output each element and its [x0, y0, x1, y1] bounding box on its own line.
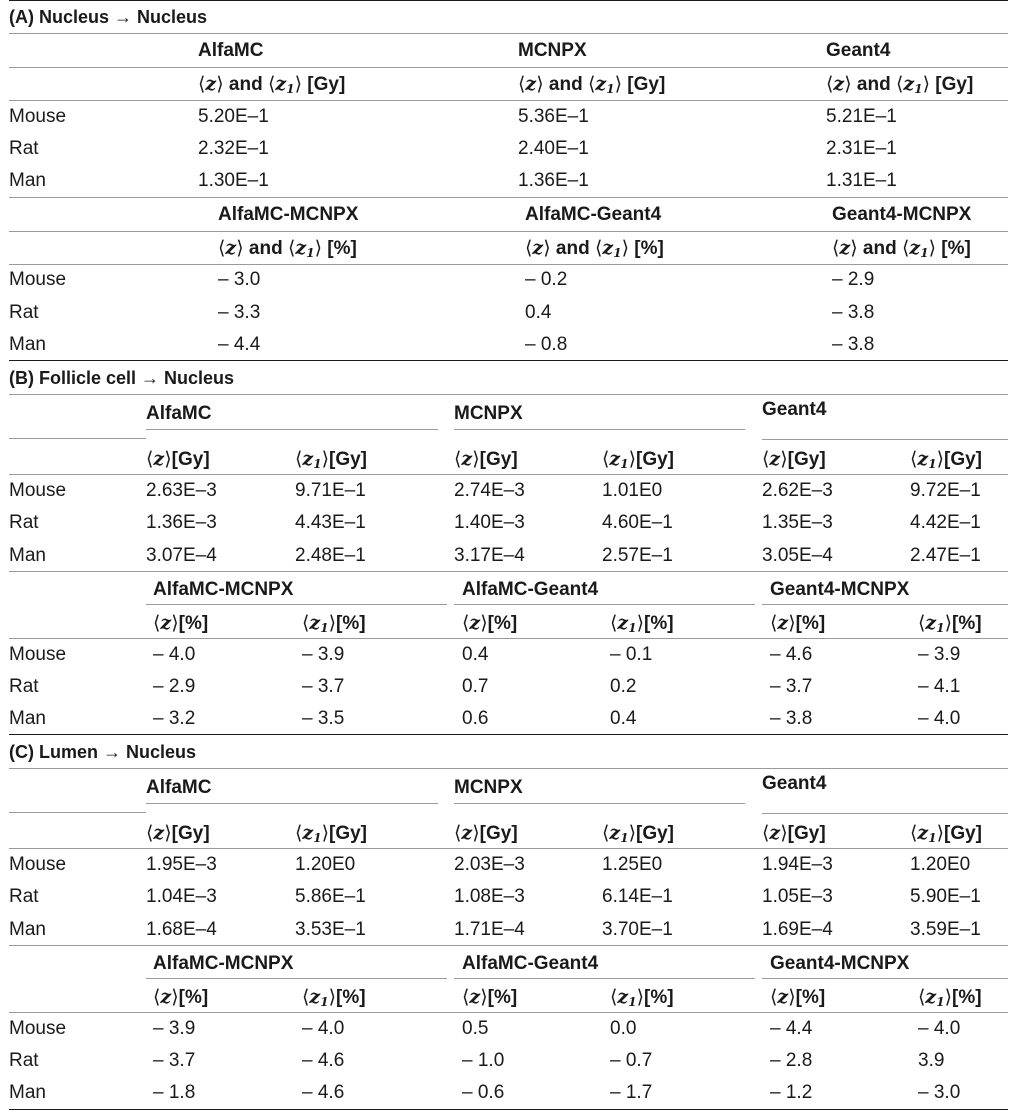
- table-cell: – 4.0: [153, 644, 196, 665]
- unit-label: [%]: [178, 613, 209, 634]
- unit-label: [Gy]: [944, 449, 982, 470]
- diff-quantity-header: ⟨z⟩[%]: [153, 612, 209, 634]
- quantity-header: $⟨z_1⟩[Gy]$: [295, 448, 367, 471]
- table-cell: – 0.7: [610, 1050, 653, 1071]
- table-cell: – 4.6: [302, 1050, 345, 1071]
- table-cell: 0.5: [462, 1018, 489, 1039]
- quantity-header: ⟨z⟩[Gy]: [454, 822, 518, 844]
- diff-group-header: AlfaMC-Geant4: [462, 579, 599, 600]
- section-title: (C) Lumen → Nucleus: [9, 742, 197, 762]
- table-cell: 1.95E–3: [146, 854, 217, 875]
- unit-label: [Gy]: [627, 74, 666, 95]
- table-cell: – 4.0: [302, 1018, 345, 1039]
- diff-group-rule: [454, 978, 755, 979]
- unit-label: [%]: [952, 987, 982, 1008]
- table-cell: 2.03E–3: [454, 854, 525, 875]
- row-label: Mouse: [9, 106, 67, 127]
- table-cell: 0.4: [525, 302, 552, 323]
- table-cell: 0.2: [610, 676, 637, 697]
- section-rule: [9, 734, 1008, 735]
- table-cell: – 3.8: [770, 708, 813, 729]
- table-cell: – 0.6: [462, 1082, 505, 1103]
- table-cell: 2.31E–1: [826, 138, 897, 159]
- unit-label: [%]: [634, 238, 664, 259]
- diff-header-rule: [9, 231, 1008, 232]
- diff-quantity-header: $⟨z_1⟩[\%]$: [610, 612, 674, 635]
- rule-line: [9, 945, 1008, 946]
- code-group-rule: [762, 439, 1008, 440]
- diff-quantity-header: ⟨z⟩ and $⟨z_1⟩$ [%]: [218, 237, 357, 260]
- quantity-header: ⟨z⟩[Gy]: [762, 448, 826, 470]
- table-cell: 0.4: [610, 708, 637, 729]
- code-header: AlfaMC: [198, 40, 264, 61]
- quantity-header: ⟨z⟩ and $⟨z_1⟩$ [Gy]: [826, 73, 974, 96]
- table-cell: – 3.9: [153, 1018, 196, 1039]
- table-cell: 1.40E–3: [454, 512, 525, 533]
- table-cell: – 1.7: [610, 1082, 653, 1103]
- table-cell: – 4.4: [218, 334, 261, 355]
- table-cell: 9.72E–1: [910, 480, 981, 501]
- table-cell: – 4.4: [770, 1018, 813, 1039]
- quantity-header: $⟨z_1⟩[Gy]$: [910, 822, 982, 845]
- code-group-rule: [146, 429, 438, 430]
- table-cell: – 0.1: [610, 644, 653, 665]
- unit-label: [%]: [795, 613, 826, 634]
- code-header: MCNPX: [454, 403, 523, 424]
- table-cell: – 3.5: [302, 708, 345, 729]
- table-cell: – 0.8: [525, 334, 568, 355]
- code-group-rule: [762, 813, 1008, 814]
- table-cell: 4.42E–1: [910, 512, 981, 533]
- table-cell: 5.21E–1: [826, 106, 897, 127]
- table-cell: 1.31E–1: [826, 170, 897, 191]
- table-cell: 2.57E–1: [602, 545, 673, 566]
- table-cell: – 4.6: [302, 1082, 345, 1103]
- table-cell: 5.20E–1: [198, 106, 269, 127]
- diff-quantity-header: ⟨z⟩[%]: [770, 986, 826, 1008]
- diff-quantity-header: ⟨z⟩[%]: [462, 612, 518, 634]
- row-label: Rat: [9, 886, 39, 907]
- stub-rule: [9, 438, 146, 439]
- row-label: Man: [9, 334, 46, 355]
- unit-label: [Gy]: [171, 823, 210, 844]
- unit-label: [Gy]: [935, 74, 974, 95]
- unit-label: [Gy]: [636, 449, 674, 470]
- unit-label: [Gy]: [787, 823, 826, 844]
- rule-line: [9, 1012, 1008, 1013]
- code-header: Geant4: [762, 773, 827, 794]
- unit-label: [Gy]: [329, 823, 367, 844]
- table-cell: 1.71E–4: [454, 919, 525, 940]
- table-cell: – 3.9: [302, 644, 345, 665]
- row-label: Mouse: [9, 269, 67, 290]
- unit-label: [%]: [644, 613, 674, 634]
- quantity-header-rule: [9, 848, 1008, 849]
- table-cell: – 2.8: [770, 1050, 813, 1071]
- unit-label: [%]: [336, 613, 366, 634]
- rule-line: [9, 571, 1008, 572]
- diff-group-rule: [146, 604, 447, 605]
- table-cell: – 1.8: [153, 1082, 196, 1103]
- diff-quantity-header: ⟨z⟩[%]: [770, 612, 826, 634]
- table-cell: 1.04E–3: [146, 886, 217, 907]
- table-cell: – 4.0: [918, 1018, 961, 1039]
- code-header: Geant4: [826, 40, 891, 61]
- table-cell: – 3.8: [832, 334, 875, 355]
- table-cell: – 3.3: [218, 302, 261, 323]
- rule-line: [9, 638, 1008, 639]
- diff-quantity-header: $⟨z_1⟩[\%]$: [918, 986, 982, 1009]
- table-cell: 1.36E–1: [518, 170, 589, 191]
- table-cell: 2.62E–3: [762, 480, 833, 501]
- unit-label: [Gy]: [479, 823, 518, 844]
- section-rule: [9, 360, 1008, 361]
- table-cell: 1.01E0: [602, 480, 663, 501]
- table-cell: 1.69E–4: [762, 919, 833, 940]
- unit-label: [Gy]: [479, 449, 518, 470]
- code-group-rule: [146, 803, 438, 804]
- unit-label: [%]: [336, 987, 366, 1008]
- table-cell: – 3.8: [832, 302, 875, 323]
- rule-line: [9, 264, 1008, 265]
- row-label: Rat: [9, 138, 39, 159]
- table-cell: – 2.9: [153, 676, 196, 697]
- row-label: Man: [9, 545, 46, 566]
- table-cell: – 0.2: [525, 269, 568, 290]
- table-cell: 0.4: [462, 644, 489, 665]
- unit-label: [%]: [327, 238, 357, 259]
- table-cell: – 3.7: [770, 676, 813, 697]
- table-cell: 3.07E–4: [146, 545, 217, 566]
- code-header: AlfaMC: [146, 777, 212, 798]
- row-label: Mouse: [9, 854, 67, 875]
- unit-label: [Gy]: [787, 449, 826, 470]
- table-cell: 1.30E–1: [198, 170, 269, 191]
- unit-label: [%]: [487, 613, 518, 634]
- table-cell: 1.20E0: [910, 854, 971, 875]
- table-cell: 2.47E–1: [910, 545, 981, 566]
- code-header: MCNPX: [454, 777, 523, 798]
- table-cell: 0.6: [462, 708, 489, 729]
- quantity-header: ⟨z⟩[Gy]: [454, 448, 518, 470]
- table-cell: 2.48E–1: [295, 545, 366, 566]
- diff-quantity-header: $⟨z_1⟩[\%]$: [610, 986, 674, 1009]
- table-cell: 1.25E0: [602, 854, 663, 875]
- table-cell: 1.68E–4: [146, 919, 217, 940]
- table-cell: – 3.7: [153, 1050, 196, 1071]
- table-cell: 3.53E–1: [295, 919, 366, 940]
- table-cell: – 1.2: [770, 1082, 813, 1103]
- table-cell: 5.36E–1: [518, 106, 589, 127]
- row-label: Man: [9, 708, 46, 729]
- table-cell: 1.08E–3: [454, 886, 525, 907]
- table-cell: 1.05E–3: [762, 886, 833, 907]
- table-cell: 2.74E–3: [454, 480, 525, 501]
- unit-label: [%]: [795, 987, 826, 1008]
- row-label: Man: [9, 1082, 46, 1103]
- quantity-header: ⟨z⟩ and $⟨z_1⟩$ [Gy]: [518, 73, 666, 96]
- section-title-rule: [9, 394, 1008, 395]
- code-header: AlfaMC: [146, 403, 212, 424]
- table-cell: 6.14E–1: [602, 886, 673, 907]
- table-cell: – 3.2: [153, 708, 196, 729]
- bottom-rule: [9, 1109, 1008, 1110]
- rule-line: [9, 197, 1008, 198]
- table-cell: 3.70E–1: [602, 919, 673, 940]
- quantity-header: ⟨z⟩ and $⟨z_1⟩$ [Gy]: [198, 73, 346, 96]
- unit-label: [Gy]: [944, 823, 982, 844]
- quantity-header-rule: [9, 474, 1008, 475]
- diff-group-header: AlfaMC-Geant4: [525, 204, 662, 225]
- diff-group-header: AlfaMC-Geant4: [462, 953, 599, 974]
- unit-label: [%]: [644, 987, 674, 1008]
- table-cell: 0.7: [462, 676, 489, 697]
- unit-label: [Gy]: [171, 449, 210, 470]
- diff-group-header: Geant4-MCNPX: [770, 953, 910, 974]
- diff-quantity-header: ⟨z⟩[%]: [462, 986, 518, 1008]
- row-label: Mouse: [9, 480, 67, 501]
- quantity-header-rule: [9, 100, 1008, 101]
- table-cell: 3.17E–4: [454, 545, 525, 566]
- section-title: (A) Nucleus → Nucleus: [9, 7, 208, 27]
- row-label: Rat: [9, 676, 39, 697]
- stub-rule: [9, 812, 146, 813]
- table-cell: 2.40E–1: [518, 138, 589, 159]
- top-rule: [9, 0, 1008, 1]
- unit-label: [%]: [487, 987, 518, 1008]
- quantity-header: $⟨z_1⟩[Gy]$: [602, 448, 674, 471]
- code-header: Geant4: [762, 399, 827, 420]
- table-cell: 0.0: [610, 1018, 637, 1039]
- table-cell: 5.90E–1: [910, 886, 981, 907]
- section-title: (B) Follicle cell → Nucleus: [9, 368, 235, 388]
- table-cell: – 2.9: [832, 269, 875, 290]
- table-cell: – 3.0: [918, 1082, 961, 1103]
- table-cell: 1.35E–3: [762, 512, 833, 533]
- quantity-header: ⟨z⟩[Gy]: [762, 822, 826, 844]
- table-cell: 3.9: [918, 1050, 945, 1071]
- unit-label: [%]: [178, 987, 209, 1008]
- table-cell: – 3.0: [218, 269, 261, 290]
- row-label: Man: [9, 919, 46, 940]
- row-label: Man: [9, 170, 46, 191]
- table-cell: 1.20E0: [295, 854, 356, 875]
- table-cell: – 4.6: [770, 644, 813, 665]
- code-group-rule: [454, 803, 745, 804]
- diff-quantity-header: ⟨z⟩ and $⟨z_1⟩$ [%]: [832, 237, 971, 260]
- quantity-header: ⟨z⟩[Gy]: [146, 448, 210, 470]
- row-label: Rat: [9, 1050, 39, 1071]
- unit-label: [Gy]: [636, 823, 674, 844]
- quantity-header: $⟨z_1⟩[Gy]$: [910, 448, 982, 471]
- unit-label: [%]: [941, 238, 971, 259]
- table-cell: 9.71E–1: [295, 480, 366, 501]
- table-cell: – 4.1: [918, 676, 961, 697]
- table-cell: – 1.0: [462, 1050, 505, 1071]
- diff-group-header: Geant4-MCNPX: [832, 204, 972, 225]
- diff-group-header: AlfaMC-MCNPX: [153, 953, 294, 974]
- quantity-header: ⟨z⟩[Gy]: [146, 822, 210, 844]
- diff-group-rule: [762, 604, 1008, 605]
- diff-group-rule: [146, 978, 447, 979]
- diff-quantity-header: ⟨z⟩[%]: [153, 986, 209, 1008]
- table-cell: 2.32E–1: [198, 138, 269, 159]
- unit-label: [%]: [952, 613, 982, 634]
- table-cell: 3.05E–4: [762, 545, 833, 566]
- quantity-header: $⟨z_1⟩[Gy]$: [602, 822, 674, 845]
- table-cell: 3.59E–1: [910, 919, 981, 940]
- diff-quantity-header: $⟨z_1⟩[\%]$: [918, 612, 982, 635]
- code-header-rule: [9, 67, 1008, 68]
- section-title-rule: [9, 768, 1008, 769]
- table-cell: 1.36E–3: [146, 512, 217, 533]
- row-label: Rat: [9, 512, 39, 533]
- code-header: MCNPX: [518, 40, 587, 61]
- row-label: Rat: [9, 302, 39, 323]
- table-cell: – 4.0: [918, 708, 961, 729]
- diff-group-rule: [762, 978, 1008, 979]
- table-cell: 5.86E–1: [295, 886, 366, 907]
- diff-quantity-header: $⟨z_1⟩[\%]$: [302, 986, 366, 1009]
- diff-group-header: AlfaMC-MCNPX: [218, 204, 359, 225]
- unit-label: [Gy]: [329, 449, 367, 470]
- row-label: Mouse: [9, 1018, 67, 1039]
- table-cell: – 3.9: [918, 644, 961, 665]
- section-title-rule: [9, 33, 1008, 34]
- table-cell: 1.94E–3: [762, 854, 833, 875]
- diff-group-header: AlfaMC-MCNPX: [153, 579, 294, 600]
- code-group-rule: [454, 429, 745, 430]
- quantity-header: $⟨z_1⟩[Gy]$: [295, 822, 367, 845]
- table-cell: 4.60E–1: [602, 512, 673, 533]
- table-cell: 4.43E–1: [295, 512, 366, 533]
- diff-group-rule: [454, 604, 755, 605]
- unit-label: [Gy]: [307, 74, 346, 95]
- diff-group-header: Geant4-MCNPX: [770, 579, 910, 600]
- diff-quantity-header: ⟨z⟩ and $⟨z_1⟩$ [%]: [525, 237, 664, 260]
- row-label: Mouse: [9, 644, 67, 665]
- table-cell: 2.63E–3: [146, 480, 217, 501]
- table-cell: – 3.7: [302, 676, 345, 697]
- diff-quantity-header: $⟨z_1⟩[\%]$: [302, 612, 366, 635]
